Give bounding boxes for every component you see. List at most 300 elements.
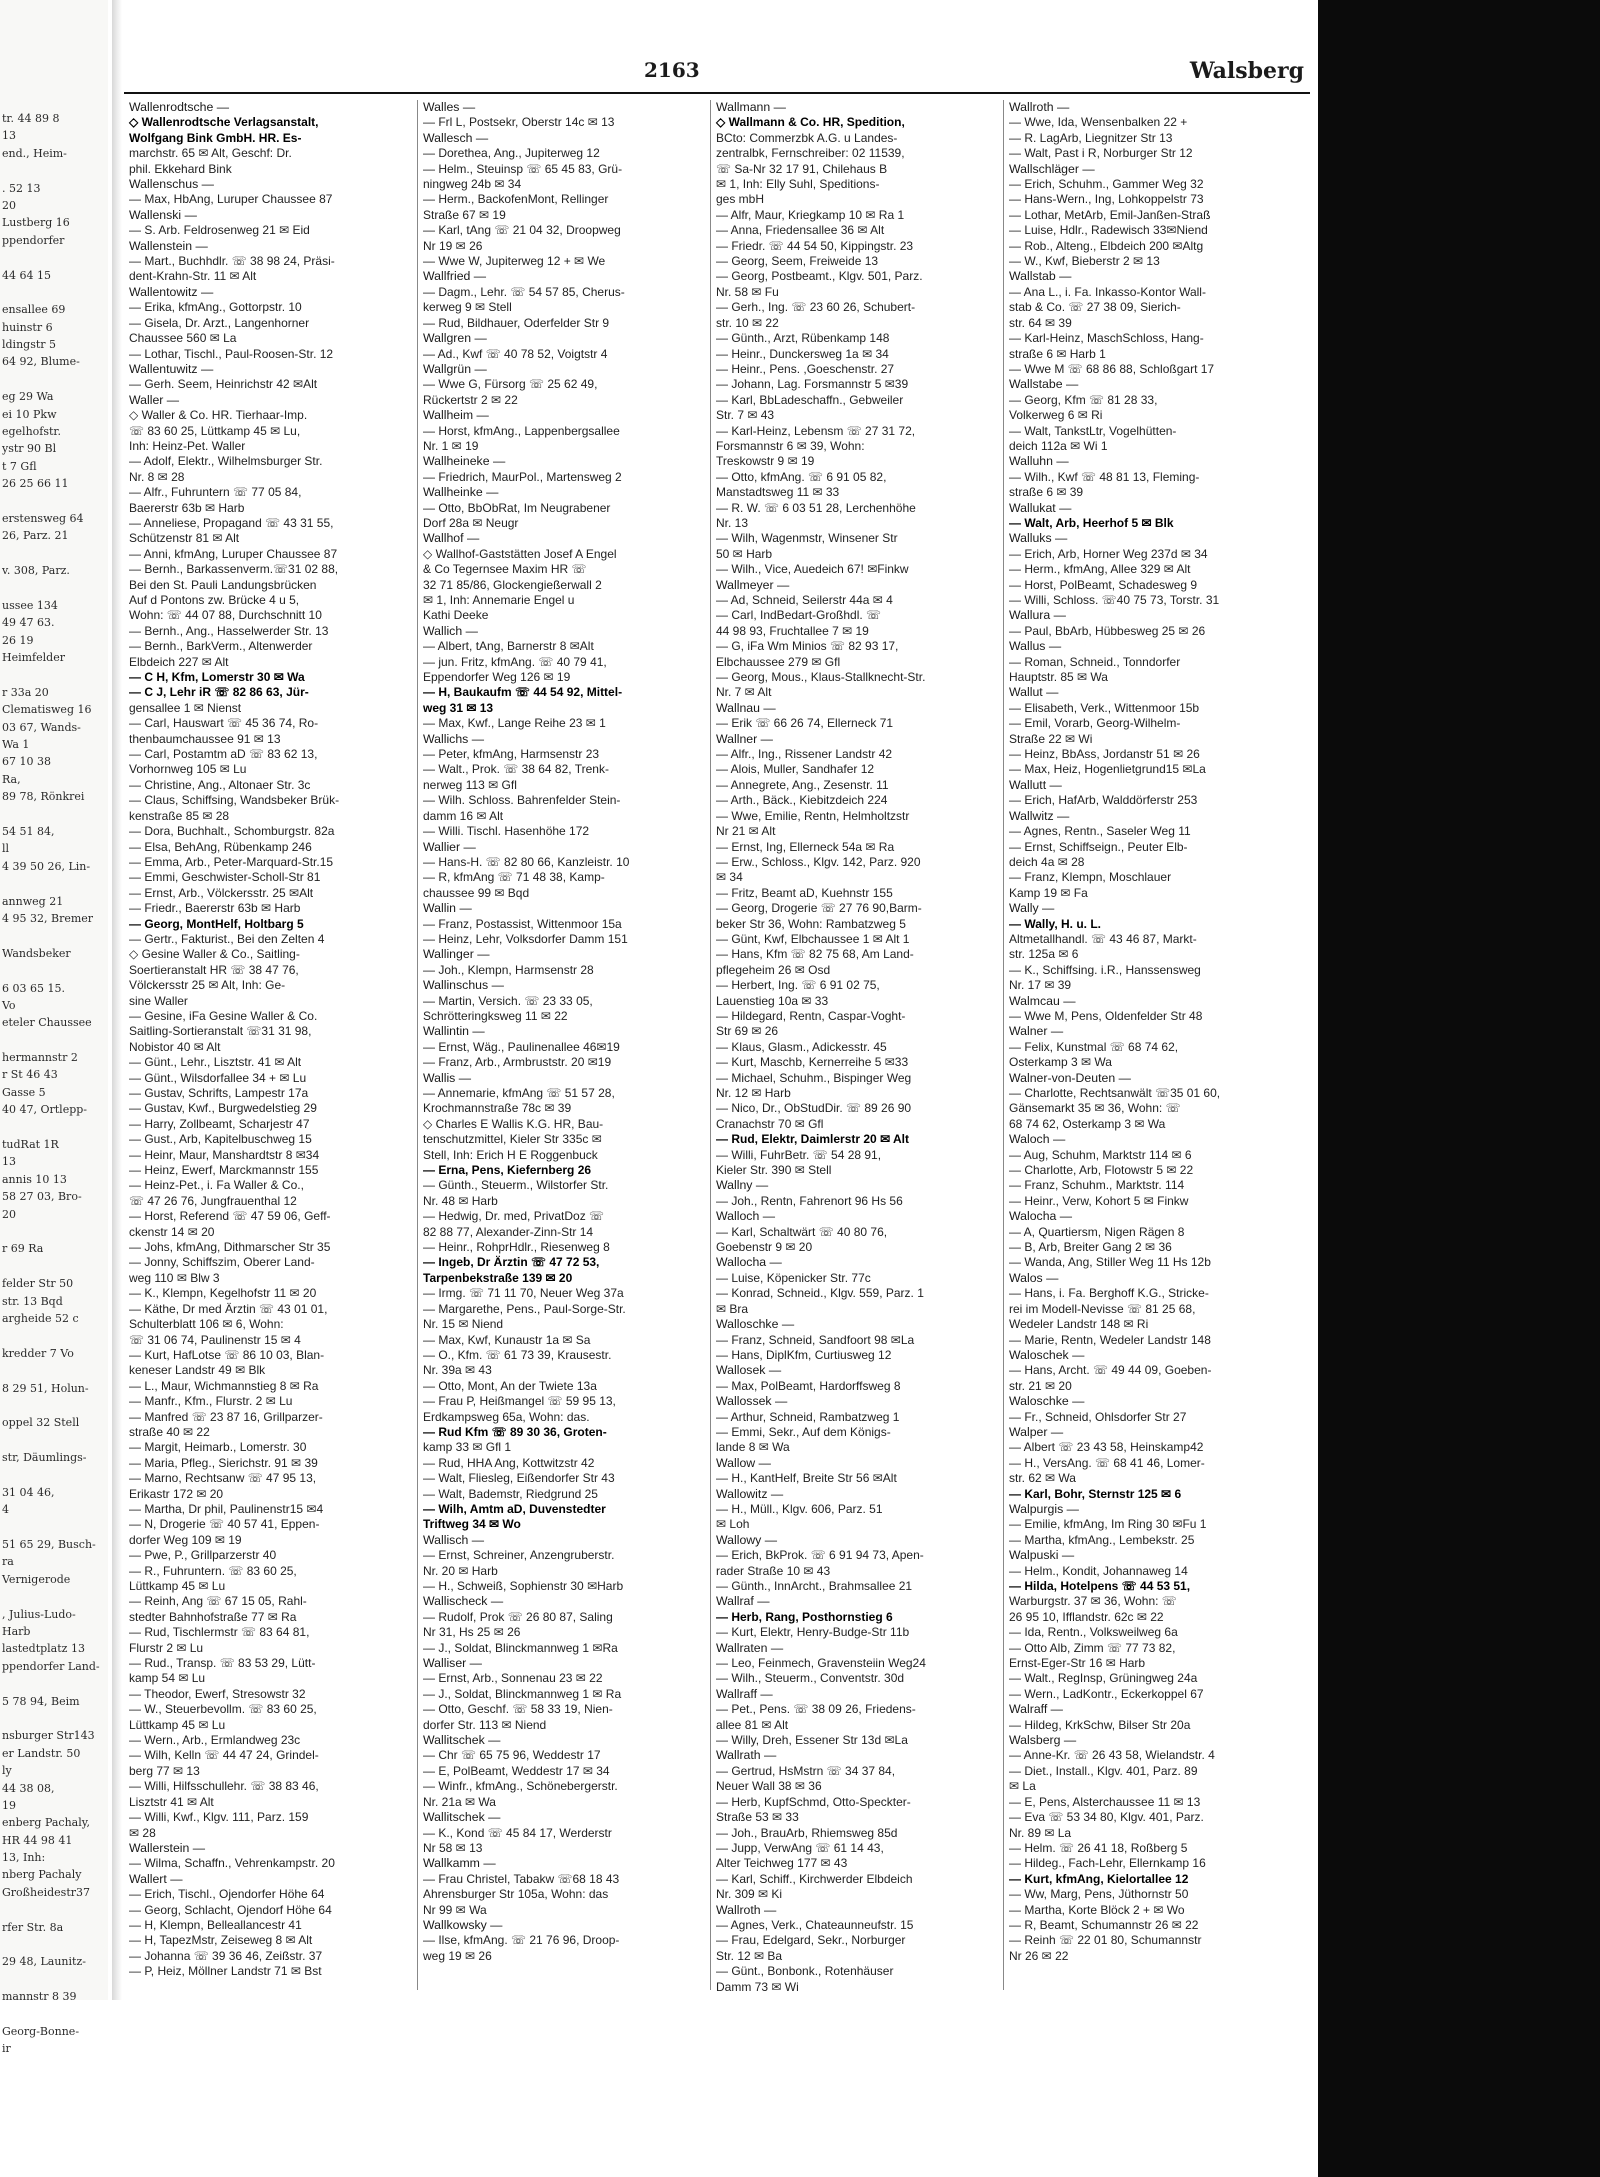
adjacent-page-line: mannstr 8 39 (2, 1990, 77, 2004)
directory-entry-line: — Herbert, Ing. ☏ 6 91 02 75, (716, 978, 880, 993)
directory-entry-line: — Marie, Rentn, Wedeler Landstr 148 (1009, 1332, 1211, 1347)
adjacent-page-line: 20 (2, 1207, 16, 1221)
surname-heading: Wallesch — (423, 130, 489, 145)
directory-entry-line: — Alfr., Fuhruntern ☏ 77 05 84, (129, 485, 302, 500)
directory-entry-line: — Michael, Schuhm., Bispinger Weg (716, 1070, 912, 1085)
directory-entry-line: — Frau Christel, Tabakw ☏68 18 43 (423, 1871, 620, 1886)
directory-entry-line: — H., VersAng. ☏ 68 41 46, Lomer- (1009, 1455, 1205, 1470)
directory-entry-line: — Martha, Korte Blöck 2 + ✉ Wo (1009, 1902, 1185, 1917)
surname-heading: Wallhof — (423, 531, 480, 546)
directory-entry-line: BCto: Commerzbk A.G. u Landes- (716, 130, 898, 145)
adjacent-page-line: 26 25 66 11 (2, 477, 69, 491)
surname-heading: Walocha — (1009, 1209, 1073, 1224)
directory-entry-line: — Hedwig, Dr. med, PrivatDoz ☏ (423, 1209, 605, 1224)
directory-entry-line: Nr 26 ✉ 22 (1009, 1948, 1069, 1963)
directory-entry-line: — Diet., Install., Klgv. 401, Parz. 89 (1009, 1763, 1198, 1778)
surname-heading: Wallitschek — (423, 1810, 501, 1825)
directory-entry-line: — Horst, kfmAng., Lappenbergsallee (423, 423, 620, 438)
directory-entry-line: — Ww, Marg, Pens, Jüthornstr 50 (1009, 1887, 1189, 1902)
directory-entry-line: zentralbk, Fernschreiber: 02 11539, (716, 146, 905, 161)
adjacent-page-line: ppendorfer (2, 233, 65, 247)
directory-entry-line: — Walt., Prok. ☏ 38 64 82, Trenk- (423, 762, 609, 777)
adjacent-page-line: 44 38 08, (2, 1781, 55, 1795)
directory-entry-line: Ernst-Eger-Str 16 ✉ Harb (1009, 1656, 1146, 1671)
directory-entry-line: — Emilie, kfmAng, Im Ring 30 ✉Fu 1 (1009, 1517, 1207, 1532)
surname-heading: Wallnau — (716, 700, 776, 715)
adjacent-page-line: Georg-Bonne- (2, 2024, 80, 2038)
directory-entry-line: — Wwe M ☏ 68 86 88, Schloßgart 17 (1009, 361, 1215, 376)
directory-entry-line: — Heinr., Pens. ,Goeschenstr. 27 (716, 361, 895, 376)
directory-entry-line: Auf d Pontons zw. Brücke 4 u 5, (129, 593, 300, 607)
surname-heading: Wallstab — (1009, 269, 1072, 284)
directory-entry-line: — H, Baukaufm ☏ 44 54 92, Mittel- (423, 685, 623, 700)
directory-entry-line: — Georg, Kfm ☏ 81 28 33, (1009, 392, 1158, 407)
directory-entry-line: — Manfr., Kfm., Flurstr. 2 ✉ Lu (129, 1394, 293, 1409)
directory-entry-line: — Winfr., kfmAng., Schönebergerstr. (423, 1779, 618, 1794)
directory-entry-line: Tarpenbekstraße 139 ✉ 20 (423, 1270, 573, 1285)
adjacent-page-line: tr. 44 89 8 (2, 112, 60, 125)
directory-entry-line: Ahrensburger Str 105a, Wohn: das (423, 1887, 609, 1902)
adjacent-page-line: huinstr 6 (2, 320, 53, 334)
surname-heading: Wallich — (423, 623, 478, 638)
directory-entry-line: — Rud., Transp. ☏ 83 53 29, Lütt- (129, 1656, 316, 1671)
adjacent-page-line: 44 64 15 (2, 268, 51, 282)
directory-entry-line: Nr. 21a ✉ Wa (423, 1794, 496, 1809)
directory-entry-line: — B, Arb, Breiter Gang 2 ✉ 36 (1009, 1240, 1172, 1255)
directory-entry-line: — Joh., BrauArb, Rhiemsweg 85d (716, 1825, 898, 1840)
directory-entry-line: — Arth., Bäck., Kiebitzdeich 224 (716, 793, 888, 808)
directory-entry-line: kerweg 9 ✉ Stell (423, 300, 512, 315)
directory-entry-line: — S. Arb. Feldrosenweg 21 ✉ Eid (129, 223, 310, 238)
adjacent-page-line (2, 1588, 110, 1605)
directory-entry-line: Hauptstr. 85 ✉ Wa (1009, 670, 1108, 685)
adjacent-page-line: tudRat 1R (2, 1138, 59, 1152)
directory-entry-line: — Alfr, Maur, Kriegkamp 10 ✉ Ra 1 (716, 207, 905, 222)
surname-heading: Waller — (129, 392, 180, 407)
directory-entry-line: — Johann, Lag. Forsmannstr 5 ✉39 (716, 377, 909, 392)
directory-entry-line: Dorf 28a ✉ Neugr (423, 515, 519, 530)
directory-entry-line: — Mart., Buchhdlr. ☏ 38 98 24, Präsi- (129, 254, 335, 269)
surname-heading: Walliser — (423, 1656, 482, 1671)
directory-entry-line: allee 81 ✉ Alt (716, 1717, 789, 1732)
directory-entry-line: Lauenstieg 10a ✉ 33 (716, 993, 829, 1008)
directory-entry-line: Elbchaussee 279 ✉ Gfl (716, 654, 841, 669)
directory-entry-line: — Wwe G, Fürsorg ☏ 25 62 49, (423, 377, 598, 392)
surname-heading: Wallowitz — (716, 1486, 784, 1501)
directory-entry-line: — Anna, Friedensallee 36 ✉ Alt (716, 223, 885, 238)
directory-entry-line: — Günt., Lehr., Lisztstr. 41 ✉ Alt (129, 1055, 302, 1070)
directory-entry-line: — Emma, Arb., Peter-Marquard-Str.15 (129, 854, 334, 869)
directory-entry-line: — Hans, DiplKfm, Curtiusweg 12 (716, 1347, 892, 1362)
directory-entry-line: Nr. 15 ✉ Niend (423, 1317, 504, 1332)
directory-entry-line: — R. W. ☏ 6 03 51 28, Lerchenhöhe (716, 500, 916, 515)
directory-entry-line: — Irmg. ☏ 71 11 70, Neuer Weg 37a (423, 1286, 624, 1301)
directory-entry-line: — Frau, Edelgard, Sekr., Norburger (716, 1933, 906, 1948)
directory-entry-line: — Rud, Elektr, Daimlerstr 20 ✉ Alt (716, 1132, 910, 1147)
adjacent-page-line: ll (2, 842, 10, 856)
directory-entry-line: — Bernh., BarkVerm., Altenwerder (129, 639, 313, 654)
directory-entry-line: Triftweg 34 ✉ Wo (423, 1517, 521, 1532)
directory-entry-line: — Fr., Schneid, Ohlsdorfer Str 27 (1009, 1409, 1187, 1424)
directory-entry-line: Saitling-Sortieranstalt ☏31 31 98, (129, 1024, 312, 1039)
directory-entry-line: — H, Klempn, Belleallancestr 41 (129, 1917, 302, 1932)
directory-entry-line: — H., KantHelf, Breite Str 56 ✉Alt (716, 1471, 897, 1486)
directory-entry-line: ◇ Waller & Co. HR. Tierhaar-Imp. (129, 408, 308, 423)
directory-entry-line: — L., Maur, Wichmannstieg 8 ✉ Ra (129, 1378, 319, 1393)
directory-entry-line: — Friedr. ☏ 44 54 50, Kippingstr. 23 (716, 238, 914, 253)
directory-entry-line: ningweg 24b ✉ 34 (423, 177, 522, 192)
surname-heading: Wallert — (129, 1871, 183, 1886)
directory-entry-line: — Wilh, Amtm aD, Duvenstedter (423, 1501, 606, 1516)
adjacent-page-line (2, 1327, 110, 1344)
directory-entry-line: — Charlotte, Arb, Flotowstr 5 ✉ 22 (1009, 1163, 1194, 1178)
surname-heading: Walpurgis — (1009, 1501, 1079, 1516)
directory-entry-line: — Roman, Schneid., Tonndorfer (1009, 654, 1181, 669)
book-gutter (112, 0, 122, 2000)
directory-entry-line: — Herm., BackofenMont, Rellinger (423, 192, 609, 207)
surname-heading: Walos — (1009, 1270, 1059, 1285)
directory-entry-line: Straße 22 ✉ Wi (1009, 731, 1093, 746)
directory-entry-line: Nr. 39a ✉ 43 (423, 1363, 492, 1378)
directory-entry-line: Forsmannstr 6 ✉ 39, Wohn: (716, 438, 865, 453)
directory-entry-line: — Erich, Schuhm., Gammer Weg 32 (1009, 177, 1204, 192)
directory-entry-line: Wolfgang Bink GmbH. HR. Es- (129, 130, 302, 145)
surname-heading: Wallrath — (716, 1748, 777, 1763)
directory-entry-line: Wohn: ☏ 44 07 88, Durchschnitt 10 (129, 608, 322, 623)
surname-heading: Walles — (423, 100, 476, 114)
directory-entry-line: — Hildegard, Rentn, Caspar-Voght- (716, 1008, 906, 1023)
directory-entry-line: Nr. 309 ✉ Ki (716, 1887, 783, 1902)
directory-entry-line: — Bernh., Barkassenverm.☏31 02 88, (129, 562, 339, 577)
adjacent-page-line: 4 (2, 1503, 9, 1517)
directory-entry-line: thenbaumchaussee 91 ✉ 13 (129, 731, 281, 746)
directory-entry-line: ✉ Loh (716, 1517, 750, 1532)
directory-entry-line: — Wwe M, Pens, Oldenfelder Str 48 (1009, 1008, 1203, 1023)
directory-entry-line: — Theodor, Ewerf, Stresowstr 32 (129, 1686, 306, 1701)
directory-entry-line: 44 98 93, Fruchtallee 7 ✉ 19 (716, 623, 869, 638)
directory-entry-line: — Rud Kfm ☏ 89 30 36, Groten- (423, 1424, 607, 1439)
surname-heading: Wallus — (1009, 639, 1062, 654)
directory-entry-line: — Wern., Arb., Ermlandweg 23c (129, 1733, 301, 1748)
directory-entry-line: damm 16 ✉ Alt (423, 808, 504, 823)
directory-entry-line: — Heinz, Ewerf, Marckmannstr 155 (129, 1163, 319, 1178)
directory-entry-line: — Helm., Kondit, Johannaweg 14 (1009, 1563, 1188, 1578)
adjacent-page-line: 6 03 65 15. (2, 981, 65, 995)
surname-heading: Wallowy — (716, 1532, 778, 1547)
surname-heading: Wallintin — (423, 1024, 485, 1039)
directory-entry-line: deich 112a ✉ Wi 1 (1009, 438, 1108, 453)
directory-entry-line: ✉ 34 (716, 870, 743, 885)
directory-entry-line: — Ad, Schneid, Seilerstr 44a ✉ 4 (716, 593, 893, 607)
directory-entry-line: Nobistor 40 ✉ Alt (129, 1039, 221, 1054)
adjacent-page-line: ra (2, 1555, 14, 1569)
adjacent-page-line: Wa 1 (2, 738, 30, 752)
surname-heading: Wallroth — (716, 1902, 777, 1917)
adjacent-page-line: eg 29 Wa (2, 390, 54, 404)
directory-entry-line: ✉ La (1009, 1779, 1036, 1794)
directory-entry-line: — Agnes, Rentn., Saseler Weg 11 (1009, 824, 1191, 839)
surname-heading: Walluks — (1009, 531, 1068, 546)
directory-entry-line: — Friedrich, MaurPol., Martensweg 2 (423, 469, 622, 484)
directory-entry-line: — Horst, Referend ☏ 47 59 06, Geff- (129, 1209, 331, 1224)
directory-entry-line: ◇ Wallhof-Gaststätten Josef A Engel (423, 546, 617, 561)
directory-entry-line: — H, TapezMstr, Zeiseweg 8 ✉ Alt (129, 1933, 313, 1948)
adjacent-page-line: t 7 Gfl (2, 459, 37, 473)
directory-entry-line: Straße 53 ✉ 33 (716, 1810, 799, 1825)
directory-entry-line: Inh: Heinz-Pet. Waller (129, 438, 246, 453)
directory-entry-line: Nr. 13 (716, 515, 749, 530)
directory-entry-line: — K., Kond ☏ 45 84 17, Werderstr (423, 1825, 612, 1840)
adjacent-page-line: 13 (2, 1155, 16, 1169)
directory-entry-line: Nr 58 ✉ 13 (423, 1840, 483, 1855)
adjacent-page-line: 8 29 51, Holun- (2, 1381, 89, 1395)
directory-entry-line: — Georg, Postbeamt., Klgv. 501, Parz. (716, 269, 923, 284)
surname-heading: Wallkamm — (423, 1856, 496, 1871)
directory-entry-line: — J., Soldat, Blinckmannweg 1 ✉ Ra (423, 1686, 622, 1701)
directory-entry-line: — E, PolBeamt, Weddestr 17 ✉ 34 (423, 1763, 610, 1778)
surname-heading: Waloschek — (1009, 1347, 1085, 1362)
directory-entry-line: — Helm., Steuinsp ☏ 65 45 83, Grü- (423, 161, 623, 176)
directory-entry-line: str. 10 ✉ 22 (716, 315, 779, 330)
adjacent-page-line: er Landstr. 50 (2, 1746, 81, 1760)
directory-entry-line: — Hildeg., Fach-Lehr, Ellernkamp 16 (1009, 1856, 1206, 1871)
directory-entry-line: — Ingeb, Dr Ärztin ☏ 47 72 53, (423, 1255, 600, 1270)
directory-entry-line: — Wwe, Emilie, Rentn, Helmholtzstr (716, 808, 910, 823)
adjacent-page-line: Clematisweg 16 (2, 703, 92, 717)
directory-column-1 (124, 100, 417, 1990)
adjacent-page-line (2, 371, 110, 388)
directory-entry-line: Erikastr 172 ✉ 20 (129, 1486, 224, 1501)
directory-entry-line: — Wilh. Schloss. Bahrenfelder Stein- (423, 793, 621, 808)
directory-entry-line: Kathi Deeke (423, 608, 489, 623)
directory-entry-line: Altmetallhandl. ☏ 43 46 87, Markt- (1009, 931, 1197, 946)
adjacent-page-line: ei 10 Pkw (2, 407, 57, 421)
directory-entry-line: — Albert, tAng, Barnerstr 8 ✉Alt (423, 639, 594, 654)
directory-entry-line: ◇ Wallenrodtsche Verlagsanstalt, (129, 115, 319, 130)
directory-entry-line: — Adolf, Elektr., Wilhelmsburger Str. (129, 454, 323, 469)
directory-entry-line: Goebenstr 9 ✉ 20 (716, 1240, 813, 1255)
directory-entry-line: — Wilma, Schaffn., Vehrenkampstr. 20 (129, 1856, 335, 1871)
running-head: Walsberg (1189, 58, 1304, 84)
surname-heading: Waloch — (1009, 1132, 1066, 1147)
directory-entry-line: — Friedr., Baererstr 63b ✉ Harb (129, 901, 301, 916)
directory-entry-line: Kieler Str. 390 ✉ Stell (716, 1163, 832, 1178)
directory-entry-line: — Eva ☏ 53 34 80, Klgv. 401, Parz. (1009, 1810, 1204, 1825)
adjacent-page-line: Vernigerode (2, 1572, 71, 1586)
directory-entry-line: 32 71 85/86, Glockengießerwall 2 (423, 577, 602, 592)
directory-entry-line: — Max, Kwf, Kunaustr 1a ✉ Sa (423, 1332, 591, 1347)
directory-entry-line: ☏ Sa-Nr 32 17 91, Chilehaus B (716, 161, 888, 176)
directory-entry-line: — Hans, Archt. ☏ 49 44 09, Goeben- (1009, 1363, 1212, 1378)
adjacent-page-line (2, 962, 110, 979)
directory-entry-line: — Carl, Hauswart ☏ 45 36 74, Ro- (129, 716, 319, 731)
surname-heading: Wallis — (423, 1070, 472, 1085)
directory-entry-line: — Margit, Heimarb., Lomerstr. 30 (129, 1440, 307, 1455)
directory-entry-line: Nr. 7 ✉ Alt (716, 685, 772, 700)
adjacent-page-line: 20 (2, 198, 16, 212)
adjacent-page-line (2, 493, 110, 510)
adjacent-page-line: erstensweg 64 (2, 511, 84, 525)
directory-entry-line: — Heinr., Dunckersweg 1a ✉ 34 (716, 346, 889, 361)
directory-entry-line: ✉ 28 (129, 1825, 156, 1840)
surname-heading: Wallischeck — (423, 1594, 504, 1609)
surname-heading: Wallraf — (716, 1594, 770, 1609)
directory-entry-line: — Otto, Geschf. ☏ 58 33 19, Nien- (423, 1702, 613, 1717)
directory-entry-line: Schulterblatt 106 ✉ 6, Wohn: (129, 1317, 284, 1332)
directory-entry-line: Lisztstr 41 ✉ Alt (129, 1794, 214, 1809)
surname-heading: Wallichs — (423, 731, 485, 746)
directory-entry-line: — Willi, Hilfsschullehr. ☏ 38 83 46, (129, 1779, 319, 1794)
directory-page (124, 40, 1318, 2000)
surname-heading: Wallenstein — (129, 238, 208, 253)
adjacent-page-line: annweg 21 (2, 894, 64, 908)
adjacent-page-line: end., Heim- (2, 146, 67, 160)
adjacent-page-line: argheide 52 c (2, 1311, 79, 1325)
directory-entry-line: — Annemarie, kfmAng ☏ 51 57 28, (423, 1086, 615, 1100)
adjacent-page-line: 5 78 94, Beim (2, 1694, 80, 1708)
directory-entry-line: chaussee 99 ✉ Bqd (423, 885, 530, 900)
directory-entry-line: — Hildeg, KrkSchw, Bilser Str 20a (1009, 1717, 1191, 1732)
directory-entry-line: marchstr. 65 ✉ Alt, Geschf: Dr. (129, 146, 292, 161)
directory-entry-line: — Heinr., RohprHdlr., Riesenweg 8 (423, 1240, 610, 1255)
directory-entry-line: deich 4a ✉ 28 (1009, 854, 1085, 869)
directory-entry-line: — W., Kwf, Bieberstr 2 ✉ 13 (1009, 254, 1160, 269)
adjacent-page-line: nberg Pachaly (2, 1868, 82, 1882)
directory-entry-line: — Jupp, VerwAng ☏ 61 14 43, (716, 1840, 884, 1855)
directory-entry-line: str. 125a ✉ 6 (1009, 947, 1079, 962)
directory-entry-line: — Gesine, iFa Gesine Waller & Co. (129, 1008, 318, 1023)
directory-entry-line: — Kurt, kfmAng, Kielortallee 12 (1009, 1871, 1189, 1886)
directory-entry-line: — Martha, kfmAng., Lembekstr. 25 (1009, 1532, 1195, 1547)
directory-entry-line: — Otto Alb, Zimm ☏ 77 73 82, (1009, 1640, 1176, 1655)
adjacent-page-line: ystr 90 Bl (2, 442, 57, 456)
directory-entry-line: — Erik ☏ 66 26 74, Ellerneck 71 (716, 716, 894, 731)
directory-entry-line: — A, Quartiersm, Nigen Rägen 8 (1009, 1224, 1185, 1239)
directory-entry-line: — Karl, Bohr, Sternstr 125 ✉ 6 (1009, 1486, 1182, 1501)
directory-entry-line: — Hans-H. ☏ 82 80 66, Kanzleistr. 10 (423, 854, 630, 869)
surname-heading: Wallin — (423, 901, 472, 916)
adjacent-page-line (2, 1362, 110, 1379)
adjacent-page-line (2, 806, 110, 823)
directory-entry-line: kamp 33 ✉ Gfl 1 (423, 1440, 512, 1455)
directory-entry-line: Lüttkamp 45 ✉ Lu (129, 1579, 226, 1593)
adjacent-page-line: ly (2, 1764, 12, 1778)
directory-entry-line: Cranachstr 70 ✉ Gfl (716, 1116, 824, 1131)
directory-entry-line: — Wern., LadKontr., Eckerkoppel 67 (1009, 1686, 1204, 1701)
directory-entry-line: Nr 31, Hs 25 ✉ 26 (423, 1625, 521, 1640)
adjacent-page-line: oppel 32 Stell (2, 1416, 80, 1430)
directory-entry-line: — Franz, Schuhm., Marktstr. 114 (1009, 1178, 1185, 1193)
directory-entry-line: — Ernst, Arb., Völckersstr. 25 ✉Alt (129, 885, 314, 900)
adjacent-page-line: HR 44 98 41 (2, 1833, 73, 1847)
directory-entry-line: — Elsa, BehAng, Rübenkamp 246 (129, 839, 312, 854)
directory-entry-line: — Martin, Versich. ☏ 23 33 05, (423, 993, 593, 1008)
directory-entry-line: — Carl, Postamtm aD ☏ 83 62 13, (129, 747, 318, 762)
surname-heading: Wallut — (1009, 685, 1059, 700)
directory-entry-line: — Ernst, Schreiner, Anzengruberstr. (423, 1548, 615, 1563)
directory-entry-line: — Albert ☏ 23 43 58, Heinskamp42 (1009, 1440, 1204, 1455)
directory-entry-line: ☏ 47 26 76, Jungfrauenthal 12 (129, 1193, 297, 1208)
directory-entry-line: — Anne-Kr. ☏ 26 43 58, Wielandstr. 4 (1009, 1748, 1215, 1763)
directory-entry-line: — Erw., Schloss., Klgv. 142, Parz. 920 (716, 854, 921, 869)
adjacent-page-line: 54 51 84, (2, 825, 55, 839)
adjacent-page-line: enberg Pachaly, (2, 1816, 90, 1830)
directory-entry-line: dorfer Weg 109 ✉ 19 (129, 1532, 242, 1547)
directory-entry-line: — Felix, Kunstmal ☏ 68 74 62, (1009, 1039, 1179, 1054)
directory-entry-line: — Jonny, Schiffszim, Oberer Land- (129, 1255, 315, 1270)
directory-entry-line: — Wilh., Vice, Auedeich 67! ✉Finkw (716, 562, 909, 577)
adjacent-page-line: felder Str 50 (2, 1277, 74, 1291)
directory-entry-line: — Karl, Schiff., Kirchwerder Elbdeich (716, 1871, 913, 1886)
surname-heading: Wallheim — (423, 408, 489, 423)
adjacent-page-line: 4 39 50 26, Lin- (2, 859, 91, 873)
directory-entry-line: — Walt., RegInsp, Grüningweg 24a (1009, 1671, 1198, 1686)
adjacent-page-line: 31 04 46, (2, 1485, 55, 1499)
directory-entry-line: Neuer Wall 38 ✉ 36 (716, 1779, 822, 1794)
directory-entry-line: — Wwe, Ida, Wensenbalken 22 + (1009, 115, 1188, 130)
directory-column-2 (417, 100, 710, 1990)
directory-entry-line: — Joh., Rentn, Fahrenort 96 Hs 56 (716, 1193, 903, 1208)
directory-entry-line: — Wwe W, Jupiterweg 12 + ✉ We (423, 254, 606, 269)
directory-entry-line: — H., Müll., Klgv. 606, Parz. 51 (716, 1501, 883, 1516)
directory-entry-line: — Rudolf, Prok ☏ 26 80 87, Saling (423, 1609, 613, 1624)
directory-entry-line: nerweg 113 ✉ Gfl (423, 777, 517, 792)
directory-entry-line: — O., Kfm. ☏ 61 73 39, Krausestr. (423, 1347, 612, 1362)
directory-entry-line: Krochmannstraße 78c ✉ 39 (423, 1101, 572, 1116)
surname-heading: Walpuski — (1009, 1548, 1075, 1563)
directory-entry-line: — Ernst, Wäg., Paulinenallee 46✉19 (423, 1039, 620, 1054)
directory-entry-line: — Bernh., Ang., Hasselwerder Str. 13 (129, 623, 329, 638)
directory-entry-line: & Co Tegernsee Maxim HR ☏ (423, 562, 587, 577)
directory-entry-line: ◇ Gesine Waller & Co., Saitling- (129, 947, 300, 962)
surname-heading: Wallier — (423, 839, 476, 854)
adjacent-page-line: Wandsbeker (2, 946, 71, 960)
directory-entry-line: — Claus, Schiffsing, Wandsbeker Brük- (129, 793, 340, 808)
adjacent-page-line (2, 1466, 110, 1483)
adjacent-page-line: egelhofstr. (2, 425, 61, 439)
page-number: 2163 (644, 58, 700, 82)
directory-entry-line: dent-Krahn-Str. 11 ✉ Alt (129, 269, 257, 284)
adjacent-page-line (2, 580, 110, 597)
directory-entry-line: — Horst, PolBeamt, Schadesweg 9 (1009, 577, 1198, 592)
adjacent-page-line: rfer Str. 8a (2, 1920, 64, 1934)
adjacent-page-line: 64 92, Blume- (2, 355, 80, 369)
directory-entry-line: — Heinz, BbAss, Jordanstr 51 ✉ 26 (1009, 747, 1200, 762)
directory-entry-line: straße 6 ✉ 39 (1009, 485, 1084, 500)
adjacent-page-line: 26 19 (2, 633, 34, 647)
directory-entry-line: — Emmi, Sekr., Auf dem Königs- (716, 1424, 891, 1439)
adjacent-page-line (2, 1710, 110, 1727)
surname-heading: Walloch — (716, 1209, 775, 1224)
directory-entry-line: — Alfr., Ing., Rissener Landstr 42 (716, 747, 893, 762)
directory-entry-line: Nr. 8 ✉ 28 (129, 469, 185, 484)
directory-entry-line: str. 64 ✉ 39 (1009, 315, 1072, 330)
directory-entry-line: — Willi, FuhrBetr. ☏ 54 28 91, (716, 1147, 882, 1162)
directory-entry-line: — Erich, Arb, Horner Weg 237d ✉ 34 (1009, 546, 1208, 561)
directory-entry-line: Nr. 48 ✉ Harb (423, 1193, 498, 1208)
directory-entry-line: — Georg, MontHelf, Holtbarg 5 (129, 916, 304, 931)
adjacent-page-line (2, 667, 110, 684)
directory-entry-line: — Käthe, Dr med Ärztin ☏ 43 01 01, (129, 1301, 328, 1316)
directory-entry-line: — Pwe, P., Grillparzerstr 40 (129, 1548, 277, 1563)
directory-entry-line: — Max, Kwf., Lange Reihe 23 ✉ 1 (423, 716, 606, 731)
surname-heading: Walper — (1009, 1424, 1064, 1439)
directory-entry-line: — Lothar, Tischl., Paul-Roosen-Str. 12 (129, 346, 334, 361)
directory-entry-line: — Ernst, Schiffseign., Peuter Elb- (1009, 839, 1188, 854)
directory-entry-line: — Dora, Buchhalt., Schomburgstr. 82a (129, 824, 335, 839)
adjacent-page-line: annis 10 13 (2, 1172, 67, 1186)
directory-entry-line: — Max, PolBeamt, Hardorffsweg 8 (716, 1378, 901, 1393)
